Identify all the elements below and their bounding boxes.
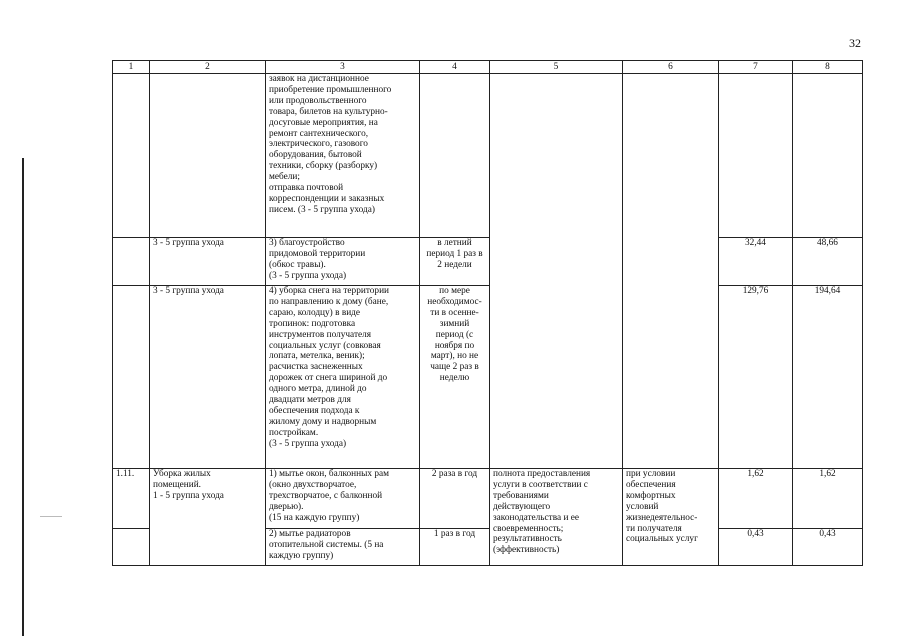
conditions-line: при условии [626, 469, 676, 479]
frequency-line: ти в осенне- [430, 307, 479, 318]
cell-content [266, 238, 420, 286]
cell-content [266, 529, 420, 566]
frequency-line: 2 недели [437, 259, 472, 270]
content-line: 2) мытье радиаторов [269, 529, 351, 539]
cell-frequency [420, 74, 490, 238]
cell-name [150, 286, 266, 469]
services-table [112, 60, 863, 566]
cell-value-7 [719, 74, 793, 238]
cell-value-8: 194,64 [793, 286, 863, 469]
cell-number [113, 74, 150, 238]
conditions-line: ти получателя [626, 523, 682, 534]
cell-value-8: 48,66 [793, 238, 863, 286]
criteria-line: полнота предоставления [493, 469, 591, 479]
conditions-line: обеспечения [626, 479, 676, 490]
table-row [113, 74, 863, 238]
frequency-line: 1 раз в год [433, 529, 476, 539]
cell-frequency [420, 238, 490, 286]
cell-frequency [420, 469, 490, 529]
content-line: приобретение промышленного [269, 84, 392, 95]
frequency-line: необходимос- [427, 296, 482, 307]
frequency-line: период (с [435, 329, 474, 340]
content-line: трехстворчатое, с балконной [269, 490, 383, 501]
content-line: писем. (3 - 5 группа ухода) [269, 204, 375, 215]
cell-name [150, 74, 266, 238]
cell-value-8: 1,62 [793, 469, 863, 529]
frequency-line: период 1 раз в [426, 248, 483, 259]
content-line: отправка почтовой [269, 183, 344, 194]
frequency-line: март), но не [430, 351, 479, 362]
content-line: техники, сборку (разборку) [269, 161, 378, 172]
cell-name [150, 469, 266, 566]
content-line: расчистка заснеженных [269, 362, 363, 373]
name-line: 1 - 5 группа ухода [153, 490, 224, 501]
frequency-line: чаще 2 раз в [430, 362, 479, 373]
column-number-header [113, 61, 863, 74]
content-line: электрического, газового [269, 139, 368, 150]
table-row [113, 238, 863, 286]
cell-number [113, 286, 150, 469]
content-line: 3) благоустройство [269, 238, 345, 248]
col-header-8: 8 [793, 61, 863, 74]
content-line: тропинок: подготовка [269, 318, 356, 329]
criteria-line: требованиями [493, 490, 549, 501]
content-line: ремонт сантехнического, [269, 128, 369, 139]
cell-content [266, 286, 420, 469]
cell-value-7: 0,43 [719, 529, 793, 566]
content-line: обеспечения подхода к [269, 405, 360, 416]
page-edge-line [22, 158, 24, 636]
content-line: отопительной системы. (5 на [269, 539, 384, 550]
content-line: одного метра, длиной до [269, 384, 367, 395]
cell-col6-empty [623, 74, 719, 469]
criteria-line: услуги в соответствии с [493, 479, 588, 490]
criteria-line: результативность [493, 534, 562, 545]
conditions-line: условий [626, 501, 659, 512]
content-line: сараю, колодцу) в виде [269, 307, 361, 318]
content-line: дорожек от снега шириной до [269, 373, 388, 384]
cell-frequency [420, 529, 490, 566]
criteria-line: законодательства и ее [493, 512, 579, 523]
cell-content [266, 74, 420, 238]
cell-conditions [623, 469, 719, 566]
content-line: жилому дому и надворным [269, 416, 377, 427]
conditions-line: комфортных [626, 490, 676, 501]
cell-value-7: 32,44 [719, 238, 793, 286]
criteria-line: (эффективность) [493, 545, 560, 556]
cell-name [150, 238, 266, 286]
margin-mark [40, 516, 62, 517]
criteria-line: своевременность; [493, 523, 564, 534]
content-line: 1) мытье окон, балконных рам [269, 469, 390, 479]
conditions-line: социальных услуг [626, 534, 698, 545]
content-line: (обкос травы). [269, 259, 326, 270]
name-line: Уборка жилых [153, 469, 211, 479]
cell-content [266, 469, 420, 529]
col-header-6: 6 [623, 61, 719, 74]
frequency-line: зимний [439, 318, 470, 329]
col-header-1: 1 [113, 61, 150, 74]
content-line: товара, билетов на культурно- [269, 106, 388, 117]
frequency-line: 2 раза в год [431, 469, 478, 479]
page-number: 32 [849, 36, 861, 50]
col-header-2: 2 [150, 61, 266, 74]
content-line: постройкам. [269, 427, 319, 438]
content-line: каждую группу) [269, 550, 334, 561]
cell-value-7: 129,76 [719, 286, 793, 469]
col-header-3: 3 [266, 61, 420, 74]
table-row [113, 286, 863, 469]
col-header-4: 4 [420, 61, 490, 74]
content-line: корреспонденции и заказных [269, 193, 385, 204]
content-line: (15 на каждую группу) [269, 512, 360, 523]
cell-value-8: 0,43 [793, 529, 863, 566]
name-line: помещений. [153, 479, 201, 490]
frequency-line: в летний [437, 238, 472, 248]
name-line: 3 - 5 группа ухода [153, 238, 224, 248]
frequency-line: ноября по [434, 340, 475, 351]
cell-number: 1.11. [113, 469, 150, 529]
content-line: мебели; [269, 172, 300, 183]
name-line: 3 - 5 группа ухода [153, 286, 224, 296]
content-line: по направлению к дому (бане, [269, 296, 389, 307]
content-line: оборудования, бытовой [269, 150, 362, 161]
col-header-5: 5 [490, 61, 623, 74]
content-line: (3 - 5 группа ухода) [269, 270, 347, 281]
cell-frequency [420, 286, 490, 469]
cell-number [113, 238, 150, 286]
col-header-7: 7 [719, 61, 793, 74]
cell-col5-empty [490, 74, 623, 469]
content-line: заявок на дистанционное [269, 74, 369, 84]
content-line: или продовольственного [269, 95, 367, 106]
cell-quality-criteria [490, 469, 623, 566]
content-line: (окно двухстворчатое, [269, 479, 357, 490]
content-line: придомовой территории [269, 248, 366, 259]
table-row [113, 469, 863, 529]
content-line: инструментов получателя [269, 329, 372, 340]
content-line: социальных услуг (совковая [269, 340, 381, 351]
content-line: 4) уборка снега на территории [269, 286, 390, 296]
frequency-line: неделю [439, 373, 470, 384]
conditions-line: жизнедеятельнос- [626, 512, 698, 523]
cell-value-8 [793, 74, 863, 238]
content-line: (3 - 5 группа ухода) [269, 438, 347, 449]
content-line: дверью). [269, 501, 304, 512]
criteria-line: действующего [493, 501, 551, 512]
frequency-line: по мере [439, 286, 470, 296]
cell-value-7: 1,62 [719, 469, 793, 529]
content-line: двадцати метров для [269, 395, 351, 406]
content-line: досуговые мероприятия, на [269, 117, 378, 128]
cell-number [113, 529, 150, 566]
content-line: лопата, метелка, веник); [269, 351, 365, 362]
